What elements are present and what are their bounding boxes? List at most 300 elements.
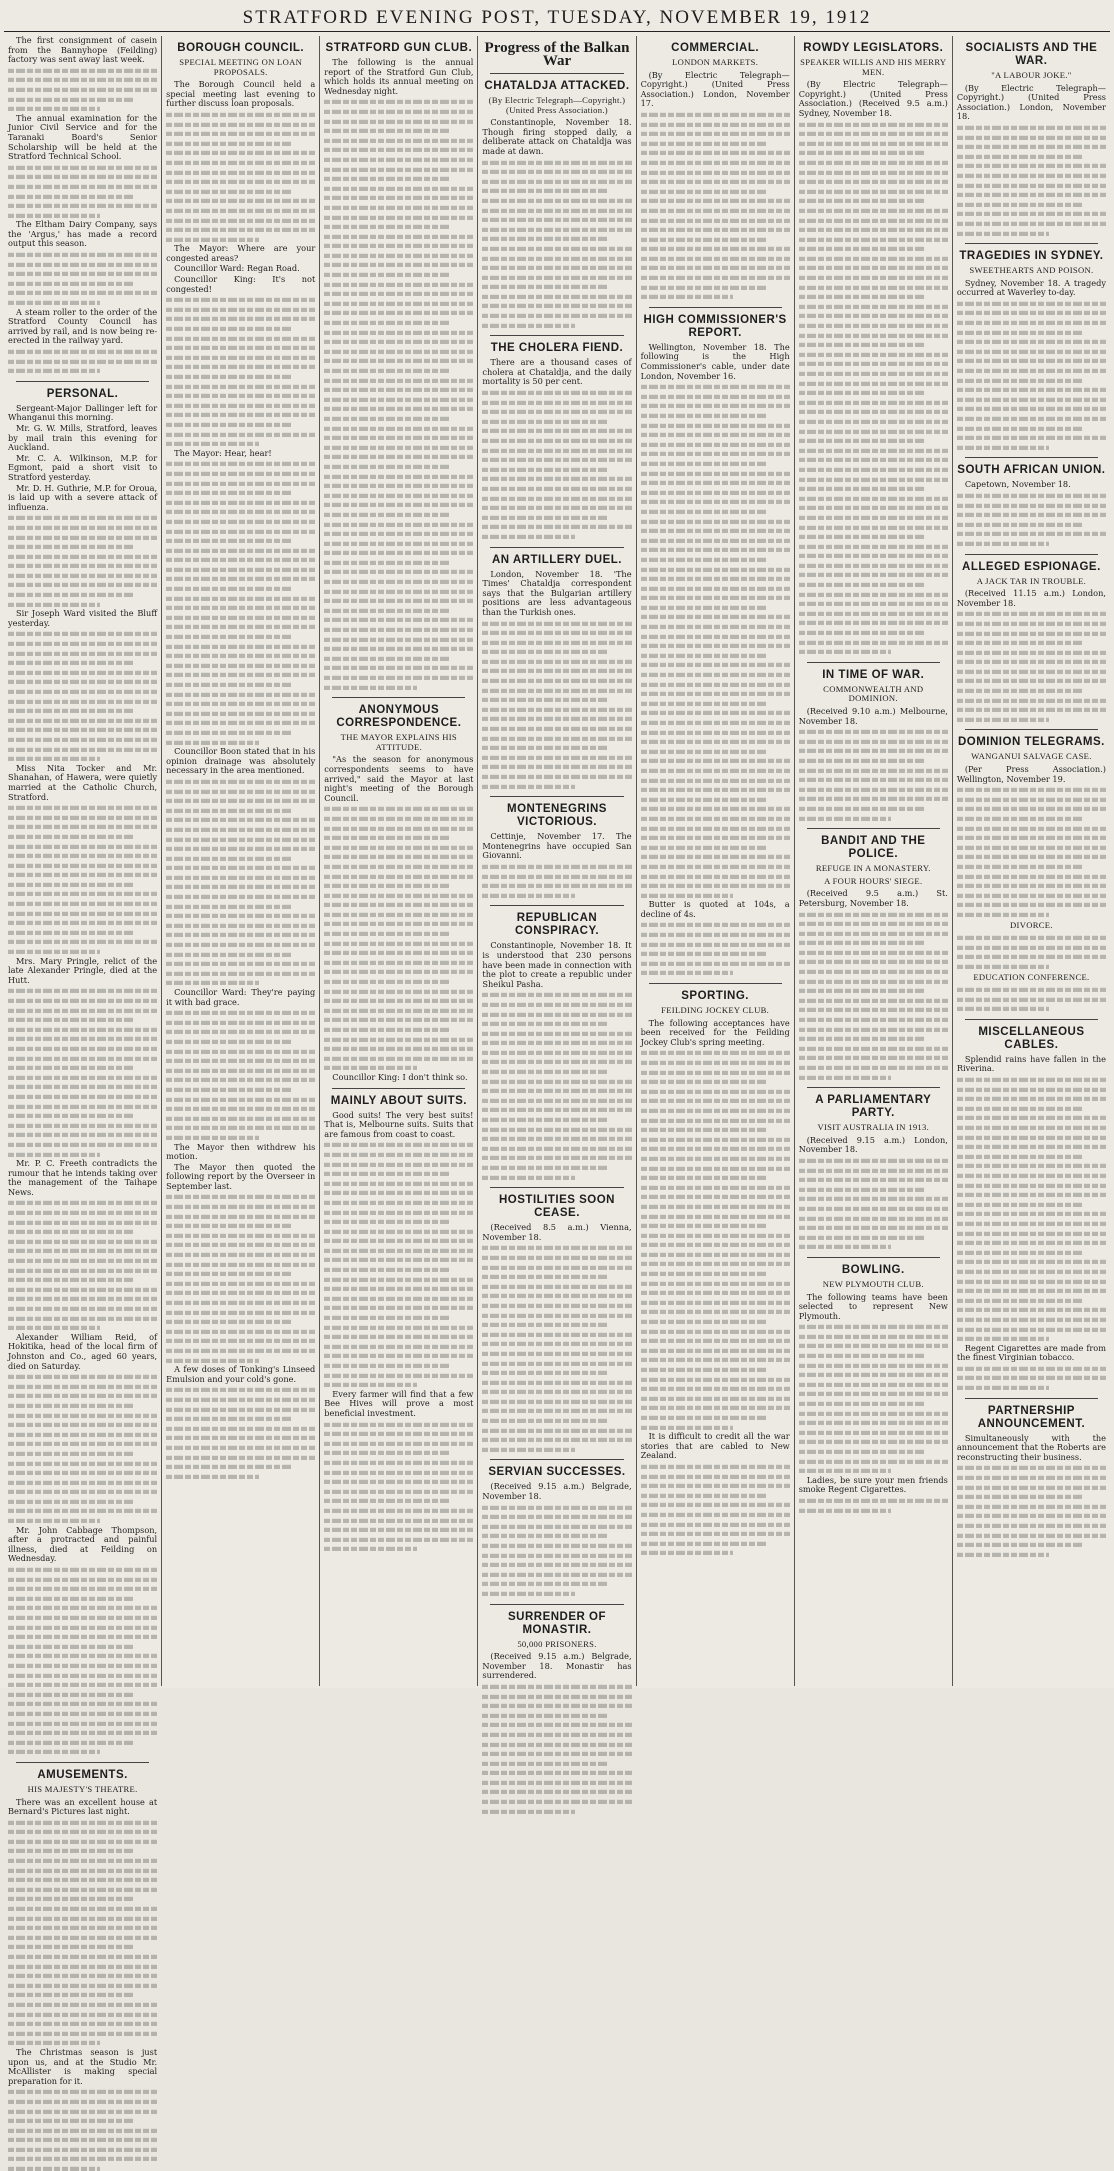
illegible-text-line [166,933,315,937]
illegible-text-line [799,497,948,501]
section-divider [807,662,940,663]
illegible-text-line [8,564,157,568]
illegible-text-line [799,1245,891,1249]
illegible-text-line [8,719,157,723]
illegible-text-line [8,1654,157,1658]
illegible-text-line [8,863,157,867]
illegible-text-line [482,756,631,760]
illegible-text-line [324,474,473,478]
illegible-text-line [482,621,631,625]
section-headline: PARTNERSHIP ANNOUNCEMENT. [977,1404,1086,1430]
illegible-text-line [8,1820,157,1824]
illegible-text-line [8,709,133,713]
illegible-text-line [482,1031,631,1035]
article-paragraph: The first consignment of casein from the Bannyhope (Feilding) factory was sent away last week. [8,35,158,65]
illegible-text-line [799,180,948,184]
illegible-text-line [799,1047,948,1051]
illegible-text-line [8,1423,157,1427]
illegible-text-line [957,641,1082,645]
illegible-text-line [166,1388,315,1392]
illegible-text-line [641,414,766,418]
illegible-text-line [324,570,473,574]
illegible-text-line [957,164,1106,168]
illegible-text-line [166,356,315,360]
sub-headline: A JACK TAR IN TROUBLE. [976,575,1087,586]
illegible-text-line [957,1476,1106,1480]
illegible-text-line [8,2128,157,2132]
illegible-text-line [482,516,607,520]
illegible-text-line [799,749,948,753]
article-paragraph: "As the season for anonymous correspondents seems to have arrived," said the Mayor at last night's meeting of the Borough Council. [324,754,474,803]
illegible-text-line [641,971,733,975]
illegible-text-line [324,1325,473,1329]
illegible-text-line [324,884,449,888]
illegible-text-line [324,807,473,811]
illegible-text-line [799,487,924,491]
illegible-text-line [641,865,790,869]
illegible-text-line [8,2012,157,2016]
illegible-text-line [641,596,790,600]
illegible-text-line [799,1018,948,1022]
illegible-text-line [8,1993,133,1997]
illegible-text-line [957,155,1082,159]
illegible-text-line [166,856,291,860]
illegible-text-line [957,1270,1106,1274]
illegible-text-line [799,314,948,318]
illegible-text-line [166,394,315,398]
illegible-text-line [957,1533,1106,1537]
illegible-text-line [8,1104,157,1108]
illegible-text-line [8,1018,133,1022]
illegible-text-line [166,491,291,495]
illegible-text-line [166,712,315,716]
illegible-text-line [957,965,1049,969]
illegible-text-line [8,989,157,993]
illegible-text-line [641,644,790,648]
illegible-text-line [482,1534,607,1538]
illegible-text-line [166,520,315,524]
illegible-text-line [641,1465,790,1469]
illegible-text-line [166,237,258,241]
illegible-text-line [166,501,315,505]
illegible-text-line [957,426,1082,430]
illegible-text-line [957,1505,1106,1509]
illegible-text-line [957,826,1106,830]
illegible-text-line [482,1409,631,1413]
illegible-text-line [957,1367,1106,1371]
illegible-text-line [166,1349,315,1353]
illegible-text-line [957,855,1106,859]
illegible-text-line [957,231,1049,235]
illegible-text-line [482,1285,631,1289]
article-paragraph: The Mayor: Where are your congested areas? [166,243,316,263]
illegible-text-line [8,1878,157,1882]
article-paragraph: (By Electric Telegraph—Copyright.) (United Press Association.) (Received 9.5 a.m.) Sydney, November 18. [798,79,948,118]
illegible-text-line [641,702,766,706]
illegible-text-line [8,1936,157,1940]
illegible-text-line [482,717,631,721]
illegible-text-line [799,190,948,194]
illegible-text-line [957,1524,1106,1528]
illegible-text-line [957,1126,1106,1130]
illegible-text-line [957,836,1106,840]
illegible-text-line [799,132,948,136]
illegible-text-line [8,1945,133,1949]
illegible-text-line [641,558,766,562]
section-headline: REPUBLICAN CONSPIRACY. [514,912,600,938]
illegible-text-line [641,113,790,117]
illegible-text-line [324,1028,449,1032]
column-4 [477,36,635,1686]
illegible-text-line [166,1195,315,1199]
sub-headline: THE MAYOR EXPLAINS HIS ATTITUDE. [340,732,458,752]
illegible-text-line [799,640,948,644]
section-divider [332,1088,465,1089]
section-headline: TRAGEDIES IN SYDNEY. [959,250,1104,263]
illegible-text-line [641,1166,790,1170]
illegible-text-line [166,510,315,514]
illegible-text-line [482,775,631,779]
illegible-text-line [8,883,133,887]
illegible-text-line [482,650,607,654]
illegible-text-line [166,472,315,476]
illegible-text-line [799,1075,891,1079]
illegible-text-line [482,1256,631,1260]
illegible-text-line [8,272,157,276]
illegible-text-line [641,1214,790,1218]
illegible-text-line [957,612,1106,616]
illegible-text-line [799,759,924,763]
illegible-text-line [324,589,473,593]
illegible-text-line [166,740,258,744]
illegible-text-line [799,602,948,606]
illegible-text-line [799,970,948,974]
illegible-text-line [8,757,100,761]
illegible-text-line [324,225,449,229]
illegible-text-line [799,650,891,654]
illegible-text-line [166,228,315,232]
illegible-text-line [324,340,473,344]
illegible-text-line [957,378,1082,382]
illegible-text-line [324,1306,473,1310]
illegible-text-line [641,1262,790,1266]
illegible-text-line [482,1438,631,1442]
illegible-text-line [957,523,1082,527]
illegible-text-line [324,1201,473,1205]
illegible-text-line [324,1316,449,1320]
illegible-text-line [166,1088,291,1092]
illegible-text-line [957,846,1106,850]
illegible-text-line [8,69,157,73]
illegible-text-line [482,1070,607,1074]
illegible-text-line [641,132,790,136]
illegible-text-line [8,1907,157,1911]
illegible-text-line [324,350,473,354]
illegible-text-line [482,874,631,878]
illegible-text-line [641,462,766,466]
illegible-text-line [8,2100,157,2104]
illegible-text-line [482,1582,607,1586]
illegible-text-line [166,962,315,966]
illegible-text-line [482,1800,631,1804]
illegible-text-line [799,381,948,385]
illegible-text-line [324,148,473,152]
illegible-text-line [324,1547,416,1551]
illegible-text-line [641,1320,766,1324]
illegible-text-line [324,273,449,277]
illegible-text-line [166,122,315,126]
illegible-text-line [8,1926,157,1930]
illegible-text-line [166,972,315,976]
illegible-text-line [641,586,790,590]
illegible-text-line [166,1301,315,1305]
illegible-text-line [482,1573,631,1577]
illegible-text-line [482,477,631,481]
illegible-text-line [8,816,157,820]
article-paragraph: The following is the annual report of the Stratford Gun Club, which holds its annual meeting on Wednesday night. [324,57,474,96]
illegible-text-line [324,541,473,545]
sub-headline: WANGANUI SALVAGE CASE. [971,751,1092,762]
illegible-text-line [482,160,631,164]
sub-headline: FEILDING JOCKEY CLUB. [661,1005,770,1016]
illegible-text-line [482,1118,607,1122]
article-paragraph: Councillor King: I don't think so. [332,1071,468,1082]
illegible-text-line [324,378,473,382]
section-headline: SERVIAN SUCCESSES. [488,1466,626,1479]
illegible-text-line [166,1021,315,1025]
illegible-text-line [482,865,631,869]
illegible-text-line [799,362,948,366]
illegible-text-line [641,423,790,427]
article-paragraph: Constantinople, November 18. It is understood that 230 persons have been made in connection with the plot to create a republic under Sheikul Pasha. [482,940,632,989]
sub-headline: REFUGE IN A MONASTERY. [815,863,931,874]
illegible-text-line [799,816,891,820]
illegible-text-line [641,276,790,280]
article-paragraph: (Received 9.5 a.m.) St. Petersburg, November 18. [798,888,948,908]
illegible-text-line [957,359,1106,363]
illegible-text-line [641,711,790,715]
article-paragraph: Mr. G. W. Mills, Stratford, leaves by mail train this evening for Auckland. [8,422,158,453]
illegible-text-line [8,931,133,935]
illegible-text-line [957,865,1082,869]
section-divider [490,905,623,906]
article-paragraph: Ladies, be sure your men friends smoke Regent Cigarettes. [798,1474,948,1495]
illegible-text-line [166,789,315,793]
column-3 [319,36,477,1686]
section-headline: CHATALDJA ATTACKED. [484,80,630,92]
illegible-text-line [482,180,631,184]
illegible-text-line [641,1099,790,1103]
illegible-text-line [482,746,607,750]
section-divider [490,1459,623,1460]
section-divider [965,554,1098,555]
illegible-text-line [957,1155,1082,1159]
illegible-text-line [324,244,473,248]
illegible-text-line [482,535,574,539]
illegible-text-line [8,88,157,92]
illegible-text-line [482,439,631,443]
illegible-text-line [324,494,473,498]
illegible-text-line [166,673,315,677]
illegible-text-line [482,1419,607,1423]
illegible-text-line [482,1051,631,1055]
illegible-text-line [641,218,790,222]
section-divider [649,307,782,308]
illegible-text-line [166,568,315,572]
section-headline: BOROUGH COUNCIL. [177,42,305,54]
illegible-text-line [641,190,766,194]
illegible-text-line [166,375,291,379]
illegible-text-line [641,778,790,782]
illegible-text-line [482,1127,631,1131]
illegible-text-line [641,750,766,754]
article-paragraph: (Received 8.5 a.m.) Vienna, November 18. [482,1222,632,1242]
illegible-text-line [641,1301,790,1305]
illegible-text-line [641,209,790,213]
illegible-text-line [641,1329,790,1333]
illegible-text-line [482,1175,574,1179]
illegible-text-line [641,1243,790,1247]
illegible-text-line [8,574,157,578]
illegible-text-line [324,1297,473,1301]
illegible-text-line [641,1551,733,1555]
illegible-text-line [8,902,157,906]
illegible-text-line [8,1076,157,1080]
section-divider [649,983,782,984]
illegible-text-line [957,1485,1106,1489]
illegible-text-line [641,769,790,773]
illegible-text-line [8,2022,157,2026]
illegible-text-line [8,97,133,101]
illegible-text-line [324,628,473,632]
illegible-text-line [482,429,631,433]
article-paragraph: There was an excellent house at Bernard's Pictures last night. [8,1796,158,1817]
illegible-text-line [957,670,1106,674]
illegible-text-line [957,398,1106,402]
illegible-text-line [166,1310,315,1314]
illegible-text-line [8,825,157,829]
illegible-text-line [166,1234,315,1238]
illegible-text-line [8,1259,157,1263]
illegible-text-line [799,740,948,744]
illegible-text-line [641,788,790,792]
illegible-text-line [641,1339,790,1343]
illegible-text-line [324,1268,449,1272]
illegible-text-line [166,1339,315,1343]
section-divider [332,697,465,698]
illegible-text-line [641,817,790,821]
column-6 [794,36,952,1686]
illegible-text-line [641,962,790,966]
illegible-text-line [799,420,948,424]
illegible-text-line [641,730,790,734]
illegible-text-line [799,439,924,443]
illegible-text-line [324,1345,473,1349]
illegible-text-line [799,912,948,916]
illegible-text-line [641,500,790,504]
illegible-text-line [799,922,948,926]
illegible-text-line [799,218,948,222]
section-headline: HIGH COMMISSIONER'S REPORT. [643,313,787,339]
illegible-text-line [8,873,157,877]
illegible-text-line [641,385,790,389]
illegible-text-line [799,1392,948,1396]
illegible-text-line [8,1859,157,1863]
illegible-text-line [166,625,315,629]
illegible-text-line [324,618,473,622]
illegible-text-line [324,1182,473,1186]
illegible-text-line [166,828,315,832]
illegible-text-line [957,913,1049,917]
illegible-text-line [324,970,473,974]
illegible-text-line [957,1318,1106,1322]
illegible-text-line [482,688,631,692]
illegible-text-line [166,1398,315,1402]
illegible-text-line [482,1137,631,1141]
illegible-text-line [8,602,100,606]
illegible-text-line [166,1078,315,1082]
illegible-text-line [482,1156,631,1160]
illegible-text-line [166,702,315,706]
illegible-text-line [799,516,948,520]
illegible-text-line [324,263,473,267]
illegible-text-line [482,170,631,174]
illegible-text-line [641,481,790,485]
illegible-text-line [324,846,473,850]
article-paragraph: Councillor Ward: They're paying it with bad grace. [166,987,316,1007]
illegible-text-line [8,1152,100,1156]
illegible-text-line [8,1133,157,1137]
illegible-text-line [324,177,449,181]
illegible-text-line [324,302,473,306]
illegible-text-line [324,282,473,286]
illegible-text-line [482,448,631,452]
illegible-text-line [799,1168,948,1172]
illegible-text-line [482,323,574,327]
illegible-text-line [166,1243,315,1247]
article-paragraph: Mr. D. H. Guthrie, M.P. for Oroua, is laid up with a severe attack of influenza. [8,482,158,512]
illegible-text-line [8,350,157,354]
illegible-text-line [324,666,473,670]
illegible-text-line [482,295,631,299]
illegible-text-line [482,736,631,740]
section-headline: DOMINION TELEGRAMS. [957,736,1105,749]
illegible-text-line [641,826,790,830]
illegible-text-line [166,1107,315,1111]
illegible-text-line [482,468,607,472]
illegible-text-line [482,765,631,769]
illegible-text-line [482,189,607,193]
illegible-text-line [324,446,473,450]
illegible-text-line [957,532,1106,536]
illegible-text-line [166,529,315,533]
illegible-text-line [8,1955,157,1959]
column-1 [4,35,161,2086]
illegible-text-line [8,1307,157,1311]
illegible-text-line [324,1354,473,1358]
illegible-text-line [166,635,291,639]
section-headline: Progress of the Balkan War [484,40,630,69]
illegible-text-line [482,1694,631,1698]
illegible-text-line [957,1174,1106,1178]
illegible-text-line [957,894,1106,898]
column-5 [636,36,794,1686]
illegible-text-line [324,1018,473,1022]
illegible-text-line [957,407,1106,411]
illegible-text-line [324,1461,473,1465]
illegible-text-line [8,359,157,363]
illegible-text-line [482,1380,631,1384]
